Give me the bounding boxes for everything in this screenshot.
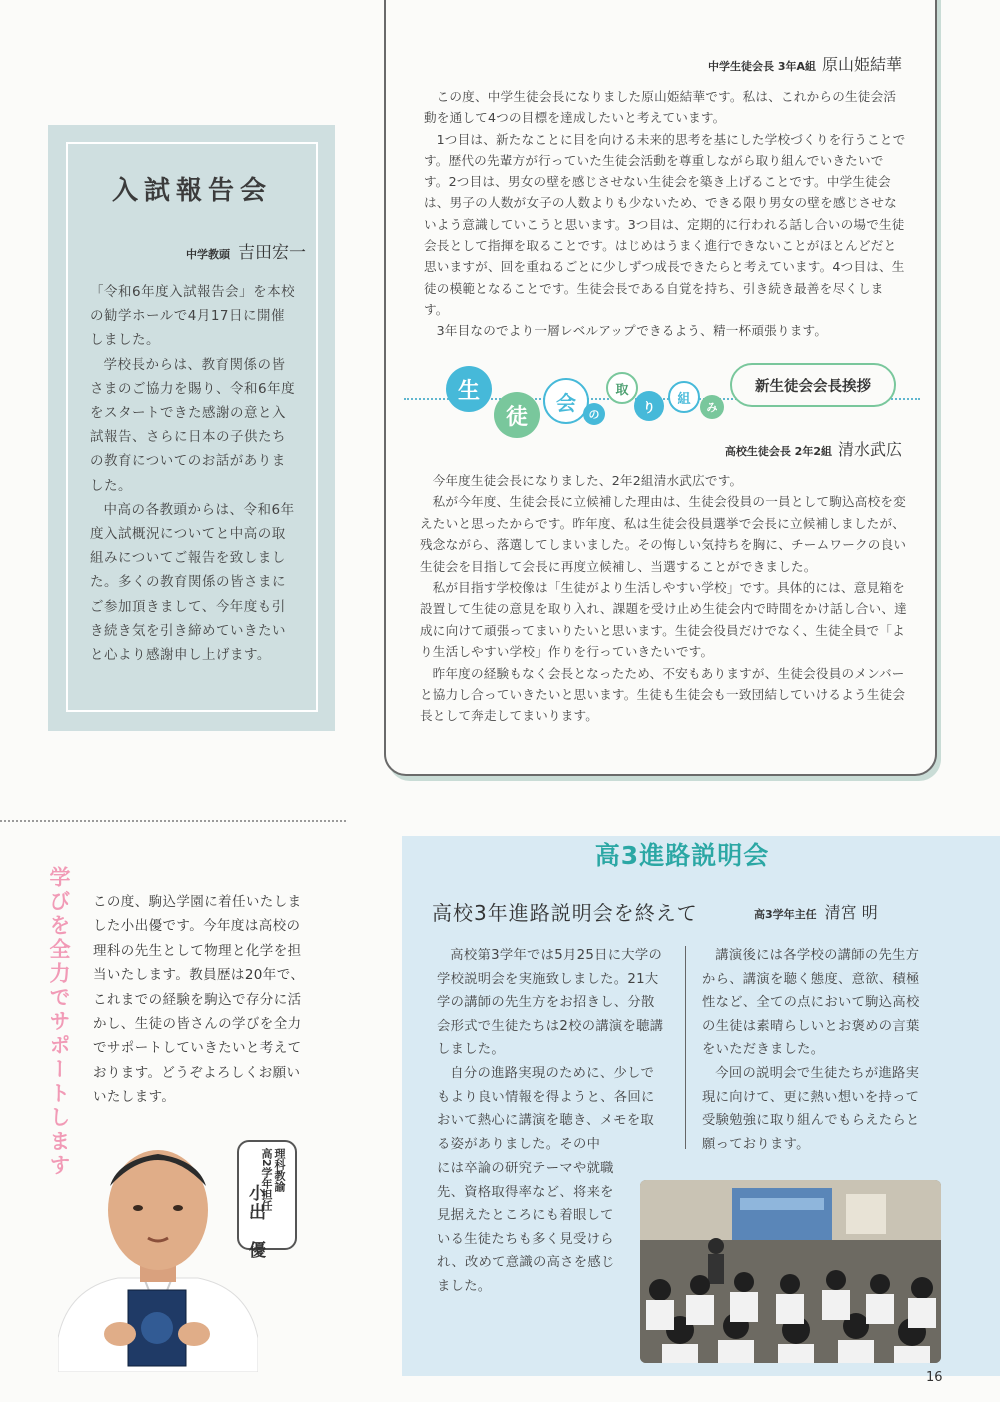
left-dotted-divider — [0, 820, 346, 822]
chugaku-paragraph: 3年目なのでより一層レベルアップできるよう、精一杯頑張ります。 — [436, 323, 828, 339]
chugaku-author-role: 中学生徒会長 3年A組 — [707, 60, 816, 73]
classroom-photo — [640, 1180, 941, 1363]
nyushi-paragraph: 学校長からは、教育関係の皆さまのご協力を賜り、令和6年度をスタートできた感謝の意と入試報告、さらに日本の子供たちの教育についてのお話がありました。 — [90, 356, 296, 494]
shinro-paragraph: 高校第3学年では5月25日に大学の学校説明会を実施致しました。21大学の講師の先生方をお招きし、分散会形式で生徒たちは2校の講演を聴講しました。 — [437, 948, 664, 1058]
nyushi-body — [90, 280, 298, 667]
nyushi-title: 入試報告会 — [111, 176, 272, 206]
vertical-title: 学びを全力でサポートします — [47, 866, 71, 1178]
chugaku-author-name: 原山姫結華 — [821, 55, 902, 74]
bubble-sei: 生 — [446, 366, 492, 412]
chugaku-paragraph: 1つ目は、新たなことに目を向ける未来的思考を基にした学校づくりを行うことです。歴代の先輩方が行っていた生徒会活動を尊重しながら取り組んでいきたいです。2つ目は、男女の壁を感じさせない生徒会を築き上げることです。中学生徒会は、男子の人数が女子の人数よりも少ないため、できる限り男女の壁を感じさせないよう意識していこうと思います。3つ目は、定期的に行われる話し合いの場で生徒会長として指揮を取ることです。はじめはうまく進行できないことがほとんどだと思いますが、回を重ねるごとに少しずつ成長できたらと考えています。4つ目は、生徒の模範となることです。生徒会長である自覚を持ち、引き続き最善を尽くします。 — [424, 131, 906, 317]
bubble-no: の — [583, 403, 605, 425]
koko-author-name: 清水武広 — [837, 440, 902, 459]
shinro-paragraph: 今回の説明会で生徒たちが進路実現に向けて、更に熱い想いを持って受験勉強に取り組んでもらえたらと願っております。 — [702, 1065, 920, 1152]
shinro-author-role: 高3学年主任 — [754, 908, 817, 921]
page-number: 16 — [926, 1370, 943, 1385]
koko-paragraph: 今年度生徒会長になりました、2年2組清水武広です。 — [432, 473, 743, 488]
koko-author-role: 高校生徒会長 2年2組 — [724, 445, 832, 458]
chugaku-author — [600, 52, 902, 75]
nyushi-author-name: 吉田宏一 — [238, 243, 306, 263]
name-tag-role-2: 高2学年担任 — [260, 1148, 273, 1211]
shinro-author-name: 清宮 明 — [824, 903, 878, 922]
nyushi-author — [80, 238, 306, 263]
koko-paragraph: 私が目指す学校像は「生徒がより生活しやすい学校」です。具体的には、意見箱を設置して生徒の意見を取り入れ、課題を受け止め生徒会内で時間をかけ話し合い、達成に向けて頑張ってまいりたいと思います。生徒会役員だけでなく、生徒全員で「より生活しやすい学校」作りを行っていきたいです。 — [420, 580, 907, 660]
shinro-column-1-continued: には卒論の研究テーマや就職先、資格取得率など、将来を見据えたところにも着眼している生徒たちも多く見受けられ、改めて意識の高さを感じました。 — [437, 1161, 615, 1294]
koko-message — [420, 470, 908, 727]
shinro-column-2 — [702, 944, 932, 1156]
nyushi-paragraph: 「令和6年度入試報告会」を本校の勧学ホールで4月17日に開催しました。 — [90, 284, 296, 349]
bubble-mi: み — [700, 395, 724, 419]
shinro-paragraph: 講演後には各学校の講師の先生方から、講演を聴く態度、意欲、積極性など、全ての点において駒込高校の生徒は素晴らしいとお褒めの言葉をいただきました。 — [702, 948, 920, 1058]
new-president-badge: 新生徒会会長挨拶 — [730, 363, 896, 407]
teacher-photo — [58, 1138, 258, 1372]
bubble-to: 徒 — [494, 392, 540, 438]
chugaku-paragraph: この度、中学生徒会長になりました原山姫結華です。私は、これからの生徒会活動を通して4つの目標を達成したいと考えています。 — [424, 89, 897, 126]
koide-intro-text: この度、駒込学園に着任いたしました小出優です。今年度は高校の理科の先生として物理と化学を担当いたします。教員歴は20年で、これまでの経験を駒込で存分に活かし、生徒の皆さんの学びを全力でサポートしていきたいと考えております。どうぞよろしくお願いいたします。 — [93, 894, 305, 1106]
koko-paragraph: 昨年度の経験もなく会長となったため、不安もありますが、生徒会役員のメンバーと協力し合っていきたいと思います。生徒も生徒会も一致団結していけるよう生徒会長として奔走してまいります。 — [420, 665, 906, 724]
name-tag-role-1: 理科教諭 — [273, 1148, 286, 1192]
bubble-tori: 取 — [606, 372, 638, 404]
bubble-kai: 会 — [543, 378, 589, 424]
shinro-subtitle: 高校3年進路説明会を終えて — [432, 901, 698, 925]
nyushi-paragraph: 中高の各教頭からは、令和6年度入試概況についてと中高の取組みについてご報告を致しました。多くの教育関係の皆さまにご参加頂きまして、今年度も引き続き気を引き締めていきたいと心より感謝申し上げます。 — [90, 501, 295, 664]
shinro-paragraph: 自分の進路実現のために、少しでもより良い情報を得ようと、各回において熱心に講演を聴き、メモを取る姿がありました。その中 — [437, 1065, 655, 1152]
name-tag-name: 小出 優 — [245, 1184, 265, 1260]
shinro-heading: 高3進路説明会 — [594, 841, 770, 870]
chugaku-message — [424, 86, 908, 342]
bubble-ri: り — [634, 391, 664, 421]
column-rule — [685, 946, 686, 1149]
koko-author — [640, 437, 902, 460]
nyushi-author-role: 中学教頭 — [186, 248, 230, 261]
koko-paragraph: 私が今年度、生徒会長に立候補した理由は、生徒会役員の一員として駒込高校を変えたいと思ったからです。昨年度、私は生徒会役員選挙で会長に立候補しましたが、残念ながら、落選してしまいました。その悔しい気持ちを胸に、チームワークの良い生徒会を目指して会長に再度立候補し、当選することができました。 — [420, 494, 907, 574]
bubble-kumi: 組 — [668, 381, 700, 413]
shinro-author — [754, 900, 878, 923]
shinro-column-1 — [437, 944, 667, 1156]
